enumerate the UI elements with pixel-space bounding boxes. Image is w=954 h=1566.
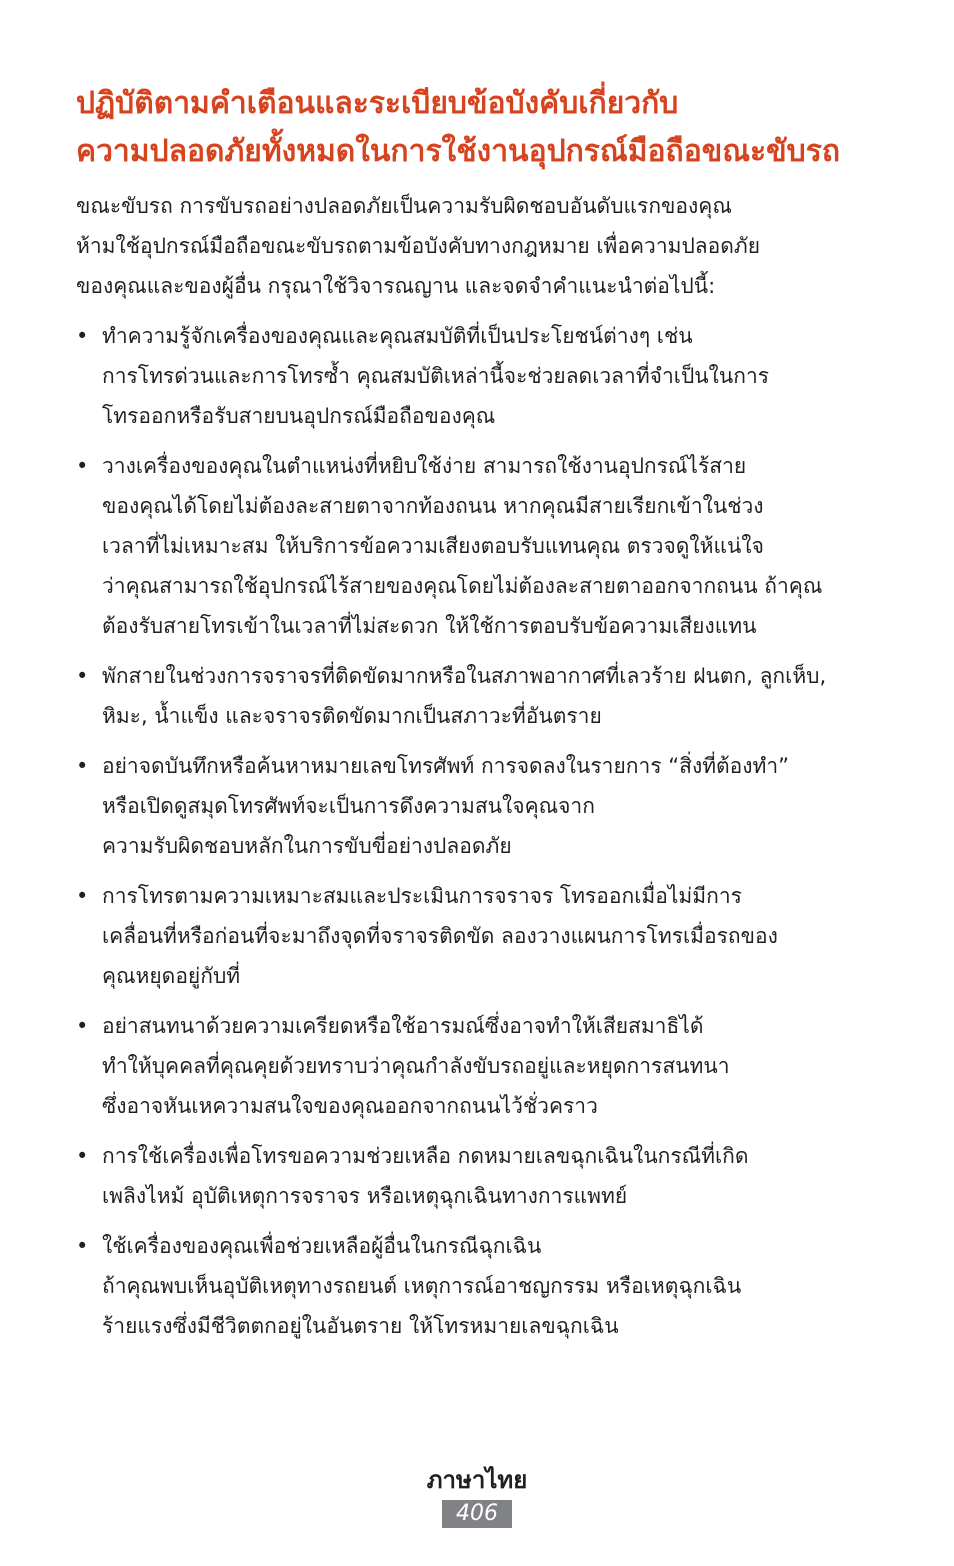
guideline-item — [76, 656, 876, 736]
guideline-line: ร้ายแรงซึ่งมีชีวิตตกอยู่ในอันตราย ให้โทรหมายเลขฉุกเฉิน — [102, 1314, 619, 1338]
guideline-line: ว่าคุณสามารถใช้อุปกรณ์ไร้สายของคุณโดยไม่ต้องละสายตาออกจากถนน ถ้าคุณ — [102, 574, 823, 598]
guideline-line: ทำให้บุคคลที่คุณคุยด้วยทราบว่าคุณกำลังขับรถอยู่และหยุดการสนทนา — [102, 1054, 730, 1078]
bullet-dot-icon: • — [76, 1014, 89, 1038]
guideline-line: อย่าสนทนาด้วยความเครียดหรือใช้อารมณ์ซึ่งอาจทำให้เสียสมาธิได้ — [102, 1014, 704, 1038]
guideline-line: วางเครื่องของคุณในตำแหน่งที่หยิบใช้ง่าย สามารถใช้งานอุปกรณ์ไร้สาย — [102, 454, 747, 478]
page-content — [76, 80, 876, 1356]
guideline-item — [76, 316, 876, 436]
guideline-item — [76, 1006, 876, 1126]
page-footer — [0, 1462, 954, 1528]
guideline-line: อย่าจดบันทึกหรือค้นหาหมายเลขโทรศัพท์ การจดลงในรายการ “สิ่งที่ต้องทำ” — [102, 754, 790, 778]
section-title-line: ความปลอดภัยทั้งหมดในการใช้งานอุปกรณ์มือถือขณะขับรถ — [76, 134, 840, 169]
guideline-item — [76, 1226, 876, 1346]
intro-line: ขณะขับรถ การขับรถอย่างปลอดภัยเป็นความรับผิดชอบอันดับแรกของคุณ — [76, 194, 732, 218]
bullet-dot-icon: • — [76, 754, 89, 778]
guideline-line: โทรออกหรือรับสายบนอุปกรณ์มือถือของคุณ — [102, 404, 496, 428]
guideline-line: เพลิงไหม้ อุบัติเหตุการจราจร หรือเหตุฉุกเฉินทางการแพทย์ — [102, 1184, 628, 1208]
bullet-dot-icon: • — [76, 454, 89, 478]
intro-line: ห้ามใช้อุปกรณ์มือถือขณะขับรถตามข้อบังคับทางกฎหมาย เพื่อความปลอดภัย — [76, 234, 761, 258]
guideline-item — [76, 876, 876, 996]
guideline-line: การใช้เครื่องเพื่อโทรขอความช่วยเหลือ กดหมายเลขฉุกเฉินในกรณีที่เกิด — [102, 1144, 749, 1168]
guideline-line: ความรับผิดชอบหลักในการขับขี่อย่างปลอดภัย — [102, 834, 512, 858]
intro-paragraph — [76, 186, 876, 306]
guideline-line: การโทรด่วนและการโทรซ้ำ คุณสมบัติเหล่านี้จะช่วยลดเวลาที่จำเป็นในการ — [102, 364, 770, 388]
guideline-line: ใช้เครื่องของคุณเพื่อช่วยเหลือผู้อื่นในกรณีฉุกเฉิน — [102, 1234, 542, 1258]
guideline-item — [76, 1136, 876, 1216]
bullet-dot-icon: • — [76, 324, 89, 348]
guideline-item — [76, 746, 876, 866]
bullet-dot-icon: • — [76, 664, 89, 688]
guideline-line: ของคุณได้โดยไม่ต้องละสายตาจากท้องถนน หากคุณมีสายเรียกเข้าในช่วง — [102, 494, 764, 518]
guideline-list — [76, 316, 876, 1346]
guideline-line: ต้องรับสายโทรเข้าในเวลาที่ไม่สะดวก ให้ใช้การตอบรับข้อความเสียงแทน — [102, 614, 757, 638]
guideline-line: ทำความรู้จักเครื่องของคุณและคุณสมบัติที่เป็นประโยชน์ต่างๆ เช่น — [102, 324, 693, 348]
footer-language: ภาษาไทย — [426, 1466, 528, 1494]
guideline-line: การโทรตามความเหมาะสมและประเมินการจราจร โทรออกเมื่อไม่มีการ — [102, 884, 742, 908]
section-title-line: ปฏิบัติตามคำเตือนและระเบียบข้อบังคับเกี่ยวกับ — [76, 86, 679, 121]
page-number-badge: 406 — [442, 1500, 512, 1528]
guideline-line: เวลาที่ไม่เหมาะสม ให้บริการข้อความเสียงตอบรับแทนคุณ ตรวจดูให้แน่ใจ — [102, 534, 764, 558]
intro-line: ของคุณและของผู้อื่น กรุณาใช้วิจารณญาน และจดจำคำแนะนำต่อไปนี้: — [76, 274, 716, 298]
guideline-line: เคลื่อนที่หรือก่อนที่จะมาถึงจุดที่จราจรติดขัด ลองวางแผนการโทรเมื่อรถของ — [102, 924, 778, 948]
guideline-line: คุณหยุดอยู่กับที่ — [102, 964, 241, 988]
guideline-line: หิมะ, น้ำแข็ง และจราจรติดขัดมากเป็นสภาวะที่อันตราย — [102, 704, 602, 728]
bullet-dot-icon: • — [76, 1144, 89, 1168]
guideline-line: พักสายในช่วงการจราจรที่ติดขัดมากหรือในสภาพอากาศที่เลวร้าย ฝนตก, ลูกเห็บ, — [102, 664, 827, 688]
bullet-dot-icon: • — [76, 884, 89, 908]
guideline-line: ซึ่งอาจหันเหความสนใจของคุณออกจากถนนไว้ชั่วคราว — [102, 1094, 598, 1118]
section-title — [76, 80, 876, 176]
guideline-line: หรือเปิดดูสมุดโทรศัพท์จะเป็นการดึงความสนใจคุณจาก — [102, 794, 595, 818]
guideline-item — [76, 446, 876, 646]
bullet-dot-icon: • — [76, 1234, 89, 1258]
guideline-line: ถ้าคุณพบเห็นอุบัติเหตุทางรถยนต์ เหตุการณ์อาชญกรรม หรือเหตุฉุกเฉิน — [102, 1274, 742, 1298]
